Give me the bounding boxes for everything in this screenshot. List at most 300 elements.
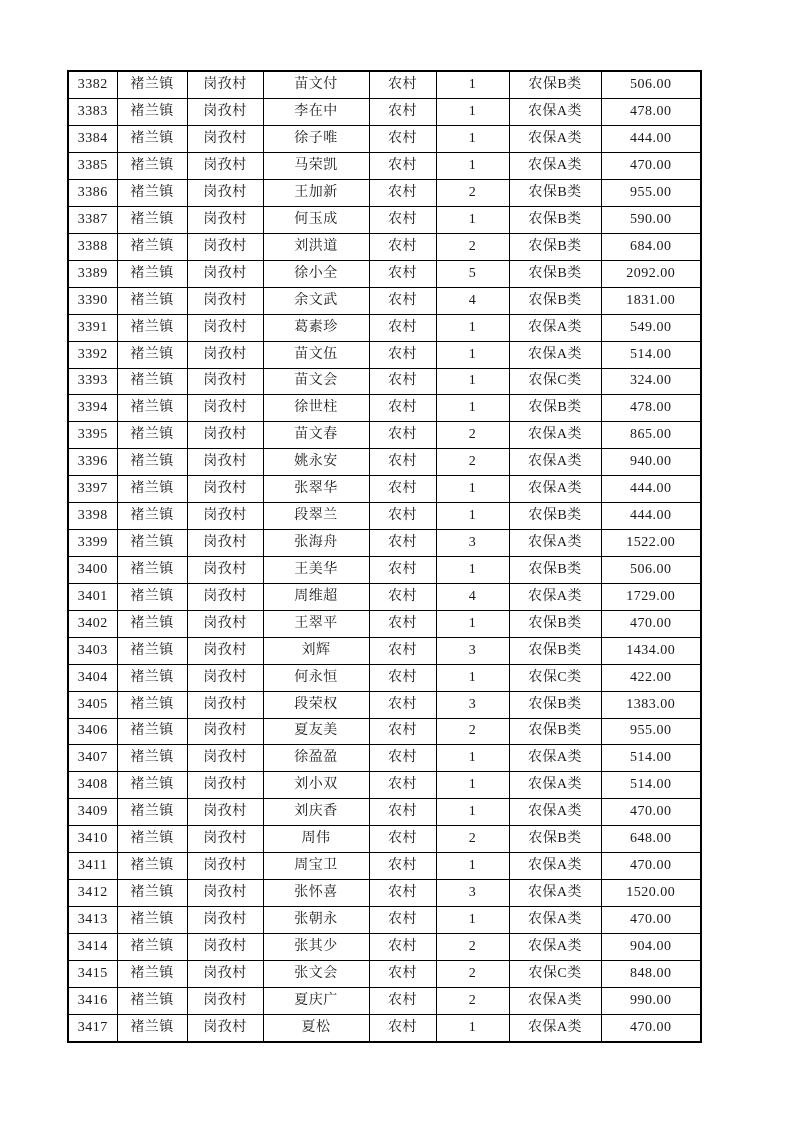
cell-person-name: 徐世柱 [263, 395, 369, 422]
cell-insurance-type: 农保A类 [509, 933, 601, 960]
cell-insurance-type: 农保B类 [509, 260, 601, 287]
cell-person-name: 夏友美 [263, 718, 369, 745]
cell-serial-number: 3408 [68, 772, 117, 799]
cell-person-count: 2 [436, 233, 509, 260]
cell-person-name: 徐子唯 [263, 126, 369, 153]
cell-amount: 865.00 [601, 422, 701, 449]
cell-village: 岗孜村 [187, 287, 263, 314]
cell-person-name: 何永恒 [263, 664, 369, 691]
cell-amount: 955.00 [601, 718, 701, 745]
table-row [68, 260, 701, 287]
cell-person-count: 1 [436, 556, 509, 583]
table-row [68, 71, 701, 99]
cell-town: 褚兰镇 [117, 503, 187, 530]
cell-village: 岗孜村 [187, 126, 263, 153]
cell-village: 岗孜村 [187, 826, 263, 853]
table-row [68, 530, 701, 557]
cell-person-count: 1 [436, 503, 509, 530]
cell-amount: 648.00 [601, 826, 701, 853]
cell-amount: 1522.00 [601, 530, 701, 557]
cell-town: 褚兰镇 [117, 556, 187, 583]
cell-amount: 1729.00 [601, 583, 701, 610]
table-row [68, 556, 701, 583]
cell-village: 岗孜村 [187, 664, 263, 691]
cell-village: 岗孜村 [187, 99, 263, 126]
table-row [68, 341, 701, 368]
cell-person-count: 1 [436, 126, 509, 153]
cell-serial-number: 3398 [68, 503, 117, 530]
cell-insurance-type: 农保B类 [509, 637, 601, 664]
cell-town: 褚兰镇 [117, 933, 187, 960]
cell-village: 岗孜村 [187, 233, 263, 260]
cell-category: 农村 [369, 853, 436, 880]
cell-village: 岗孜村 [187, 395, 263, 422]
cell-category: 农村 [369, 71, 436, 99]
cell-village: 岗孜村 [187, 880, 263, 907]
cell-village: 岗孜村 [187, 637, 263, 664]
cell-person-name: 葛素珍 [263, 314, 369, 341]
cell-town: 褚兰镇 [117, 772, 187, 799]
table-row [68, 233, 701, 260]
cell-amount: 514.00 [601, 745, 701, 772]
cell-insurance-type: 农保B类 [509, 233, 601, 260]
cell-amount: 990.00 [601, 987, 701, 1014]
cell-insurance-type: 农保B类 [509, 610, 601, 637]
cell-amount: 955.00 [601, 180, 701, 207]
cell-person-name: 张怀喜 [263, 880, 369, 907]
cell-town: 褚兰镇 [117, 71, 187, 99]
cell-category: 农村 [369, 180, 436, 207]
cell-insurance-type: 农保B类 [509, 180, 601, 207]
table-row [68, 799, 701, 826]
table-row [68, 422, 701, 449]
cell-village: 岗孜村 [187, 476, 263, 503]
cell-insurance-type: 农保B类 [509, 287, 601, 314]
table-row [68, 637, 701, 664]
cell-town: 褚兰镇 [117, 664, 187, 691]
cell-village: 岗孜村 [187, 960, 263, 987]
cell-person-count: 2 [436, 960, 509, 987]
cell-category: 农村 [369, 799, 436, 826]
cell-village: 岗孜村 [187, 799, 263, 826]
cell-person-name: 余文武 [263, 287, 369, 314]
cell-insurance-type: 农保C类 [509, 664, 601, 691]
cell-person-name: 苗文付 [263, 71, 369, 99]
cell-person-name: 周伟 [263, 826, 369, 853]
cell-amount: 324.00 [601, 368, 701, 395]
cell-serial-number: 3388 [68, 233, 117, 260]
cell-village: 岗孜村 [187, 933, 263, 960]
cell-person-count: 1 [436, 395, 509, 422]
cell-town: 褚兰镇 [117, 233, 187, 260]
cell-amount: 684.00 [601, 233, 701, 260]
table-row [68, 718, 701, 745]
cell-person-count: 4 [436, 287, 509, 314]
cell-town: 褚兰镇 [117, 449, 187, 476]
cell-town: 褚兰镇 [117, 880, 187, 907]
cell-person-count: 1 [436, 610, 509, 637]
cell-person-name: 张朝永 [263, 906, 369, 933]
cell-category: 农村 [369, 395, 436, 422]
cell-amount: 470.00 [601, 610, 701, 637]
cell-insurance-type: 农保A类 [509, 853, 601, 880]
cell-person-count: 1 [436, 853, 509, 880]
cell-category: 农村 [369, 933, 436, 960]
cell-town: 褚兰镇 [117, 799, 187, 826]
cell-person-name: 夏庆广 [263, 987, 369, 1014]
table-row [68, 826, 701, 853]
cell-person-name: 徐小全 [263, 260, 369, 287]
cell-town: 褚兰镇 [117, 987, 187, 1014]
cell-insurance-type: 农保A类 [509, 880, 601, 907]
cell-town: 褚兰镇 [117, 583, 187, 610]
cell-serial-number: 3409 [68, 799, 117, 826]
cell-serial-number: 3413 [68, 906, 117, 933]
cell-amount: 470.00 [601, 906, 701, 933]
cell-category: 农村 [369, 449, 436, 476]
cell-amount: 940.00 [601, 449, 701, 476]
cell-person-count: 2 [436, 826, 509, 853]
cell-person-count: 1 [436, 368, 509, 395]
cell-person-count: 3 [436, 880, 509, 907]
cell-serial-number: 3384 [68, 126, 117, 153]
cell-person-count: 3 [436, 637, 509, 664]
cell-town: 褚兰镇 [117, 853, 187, 880]
cell-person-name: 姚永安 [263, 449, 369, 476]
cell-person-count: 1 [436, 153, 509, 180]
cell-serial-number: 3417 [68, 1014, 117, 1042]
cell-town: 褚兰镇 [117, 260, 187, 287]
cell-category: 农村 [369, 960, 436, 987]
table-row [68, 745, 701, 772]
cell-person-count: 2 [436, 422, 509, 449]
cell-category: 农村 [369, 637, 436, 664]
cell-insurance-type: 农保A类 [509, 1014, 601, 1042]
cell-village: 岗孜村 [187, 449, 263, 476]
cell-serial-number: 3415 [68, 960, 117, 987]
cell-village: 岗孜村 [187, 503, 263, 530]
table-row [68, 368, 701, 395]
cell-insurance-type: 农保A类 [509, 314, 601, 341]
cell-amount: 444.00 [601, 126, 701, 153]
table-row [68, 99, 701, 126]
table-row [68, 933, 701, 960]
cell-insurance-type: 农保A类 [509, 906, 601, 933]
cell-amount: 514.00 [601, 341, 701, 368]
cell-person-count: 2 [436, 718, 509, 745]
cell-person-count: 1 [436, 71, 509, 99]
cell-amount: 478.00 [601, 395, 701, 422]
cell-serial-number: 3389 [68, 260, 117, 287]
cell-person-name: 周维超 [263, 583, 369, 610]
cell-insurance-type: 农保A类 [509, 745, 601, 772]
table-row [68, 960, 701, 987]
cell-serial-number: 3392 [68, 341, 117, 368]
cell-category: 农村 [369, 207, 436, 234]
cell-amount: 470.00 [601, 853, 701, 880]
cell-amount: 1383.00 [601, 691, 701, 718]
cell-town: 褚兰镇 [117, 960, 187, 987]
cell-person-count: 2 [436, 180, 509, 207]
cell-insurance-type: 农保B类 [509, 207, 601, 234]
cell-village: 岗孜村 [187, 691, 263, 718]
cell-person-count: 1 [436, 476, 509, 503]
cell-insurance-type: 农保A类 [509, 126, 601, 153]
cell-town: 褚兰镇 [117, 718, 187, 745]
cell-category: 农村 [369, 718, 436, 745]
cell-serial-number: 3407 [68, 745, 117, 772]
cell-person-count: 1 [436, 745, 509, 772]
cell-insurance-type: 农保B类 [509, 395, 601, 422]
cell-town: 褚兰镇 [117, 341, 187, 368]
cell-serial-number: 3411 [68, 853, 117, 880]
cell-village: 岗孜村 [187, 583, 263, 610]
table-row [68, 153, 701, 180]
cell-serial-number: 3396 [68, 449, 117, 476]
cell-insurance-type: 农保C类 [509, 368, 601, 395]
cell-person-count: 1 [436, 906, 509, 933]
cell-serial-number: 3394 [68, 395, 117, 422]
cell-serial-number: 3399 [68, 530, 117, 557]
table-body [68, 71, 701, 1042]
cell-village: 岗孜村 [187, 610, 263, 637]
table-row [68, 610, 701, 637]
table-row [68, 1014, 701, 1042]
cell-person-count: 4 [436, 583, 509, 610]
cell-village: 岗孜村 [187, 853, 263, 880]
cell-category: 农村 [369, 906, 436, 933]
cell-insurance-type: 农保A类 [509, 449, 601, 476]
cell-village: 岗孜村 [187, 341, 263, 368]
cell-category: 农村 [369, 126, 436, 153]
cell-category: 农村 [369, 314, 436, 341]
cell-insurance-type: 农保A类 [509, 583, 601, 610]
cell-town: 褚兰镇 [117, 637, 187, 664]
cell-person-name: 刘辉 [263, 637, 369, 664]
cell-person-name: 何玉成 [263, 207, 369, 234]
cell-serial-number: 3391 [68, 314, 117, 341]
cell-village: 岗孜村 [187, 260, 263, 287]
cell-person-name: 周宝卫 [263, 853, 369, 880]
cell-person-name: 李在中 [263, 99, 369, 126]
cell-person-name: 段荣权 [263, 691, 369, 718]
cell-serial-number: 3414 [68, 933, 117, 960]
cell-village: 岗孜村 [187, 71, 263, 99]
cell-town: 褚兰镇 [117, 422, 187, 449]
cell-town: 褚兰镇 [117, 287, 187, 314]
cell-village: 岗孜村 [187, 207, 263, 234]
cell-village: 岗孜村 [187, 556, 263, 583]
cell-insurance-type: 农保B类 [509, 718, 601, 745]
cell-amount: 1520.00 [601, 880, 701, 907]
cell-serial-number: 3404 [68, 664, 117, 691]
cell-category: 农村 [369, 987, 436, 1014]
table-row [68, 287, 701, 314]
cell-town: 褚兰镇 [117, 530, 187, 557]
cell-category: 农村 [369, 153, 436, 180]
cell-person-count: 1 [436, 341, 509, 368]
cell-village: 岗孜村 [187, 422, 263, 449]
cell-category: 农村 [369, 826, 436, 853]
cell-category: 农村 [369, 610, 436, 637]
cell-town: 褚兰镇 [117, 395, 187, 422]
cell-insurance-type: 农保C类 [509, 960, 601, 987]
cell-amount: 904.00 [601, 933, 701, 960]
cell-town: 褚兰镇 [117, 691, 187, 718]
cell-insurance-type: 农保B类 [509, 503, 601, 530]
cell-person-name: 张文会 [263, 960, 369, 987]
table-row [68, 664, 701, 691]
cell-town: 褚兰镇 [117, 180, 187, 207]
cell-category: 农村 [369, 503, 436, 530]
cell-person-count: 1 [436, 799, 509, 826]
cell-town: 褚兰镇 [117, 745, 187, 772]
cell-serial-number: 3406 [68, 718, 117, 745]
cell-category: 农村 [369, 745, 436, 772]
cell-person-name: 夏松 [263, 1014, 369, 1042]
cell-amount: 549.00 [601, 314, 701, 341]
table-row [68, 476, 701, 503]
cell-category: 农村 [369, 368, 436, 395]
cell-village: 岗孜村 [187, 1014, 263, 1042]
cell-village: 岗孜村 [187, 314, 263, 341]
cell-person-name: 张海舟 [263, 530, 369, 557]
cell-town: 褚兰镇 [117, 153, 187, 180]
cell-amount: 470.00 [601, 153, 701, 180]
cell-village: 岗孜村 [187, 180, 263, 207]
cell-serial-number: 3386 [68, 180, 117, 207]
cell-person-name: 苗文会 [263, 368, 369, 395]
cell-serial-number: 3382 [68, 71, 117, 99]
cell-village: 岗孜村 [187, 153, 263, 180]
cell-insurance-type: 农保A类 [509, 772, 601, 799]
cell-amount: 470.00 [601, 799, 701, 826]
cell-serial-number: 3401 [68, 583, 117, 610]
table-row [68, 906, 701, 933]
cell-village: 岗孜村 [187, 745, 263, 772]
cell-person-name: 王加新 [263, 180, 369, 207]
cell-insurance-type: 农保A类 [509, 476, 601, 503]
cell-serial-number: 3403 [68, 637, 117, 664]
cell-amount: 478.00 [601, 99, 701, 126]
cell-serial-number: 3410 [68, 826, 117, 853]
cell-amount: 514.00 [601, 772, 701, 799]
table-row [68, 395, 701, 422]
cell-town: 褚兰镇 [117, 126, 187, 153]
cell-amount: 2092.00 [601, 260, 701, 287]
cell-person-count: 1 [436, 207, 509, 234]
cell-person-name: 张翠华 [263, 476, 369, 503]
cell-village: 岗孜村 [187, 906, 263, 933]
cell-amount: 506.00 [601, 556, 701, 583]
cell-category: 农村 [369, 99, 436, 126]
cell-category: 农村 [369, 422, 436, 449]
cell-person-count: 2 [436, 987, 509, 1014]
table-row [68, 126, 701, 153]
cell-town: 褚兰镇 [117, 1014, 187, 1042]
cell-serial-number: 3416 [68, 987, 117, 1014]
cell-serial-number: 3402 [68, 610, 117, 637]
cell-person-name: 王翠平 [263, 610, 369, 637]
table-row [68, 583, 701, 610]
cell-person-count: 1 [436, 664, 509, 691]
table-row [68, 207, 701, 234]
cell-category: 农村 [369, 664, 436, 691]
cell-amount: 444.00 [601, 476, 701, 503]
cell-amount: 590.00 [601, 207, 701, 234]
cell-insurance-type: 农保A类 [509, 799, 601, 826]
cell-insurance-type: 农保A类 [509, 987, 601, 1014]
cell-insurance-type: 农保B类 [509, 556, 601, 583]
cell-serial-number: 3400 [68, 556, 117, 583]
table-row [68, 880, 701, 907]
cell-amount: 444.00 [601, 503, 701, 530]
cell-category: 农村 [369, 530, 436, 557]
cell-person-name: 徐盈盈 [263, 745, 369, 772]
cell-person-name: 苗文春 [263, 422, 369, 449]
table-row [68, 772, 701, 799]
cell-amount: 1434.00 [601, 637, 701, 664]
cell-insurance-type: 农保B类 [509, 691, 601, 718]
cell-insurance-type: 农保A类 [509, 341, 601, 368]
cell-town: 褚兰镇 [117, 207, 187, 234]
subsidy-roster-table [67, 70, 702, 1043]
cell-category: 农村 [369, 691, 436, 718]
cell-serial-number: 3395 [68, 422, 117, 449]
cell-village: 岗孜村 [187, 772, 263, 799]
cell-category: 农村 [369, 341, 436, 368]
cell-serial-number: 3397 [68, 476, 117, 503]
table-row [68, 691, 701, 718]
cell-amount: 470.00 [601, 1014, 701, 1042]
cell-serial-number: 3385 [68, 153, 117, 180]
cell-insurance-type: 农保A类 [509, 530, 601, 557]
cell-insurance-type: 农保A类 [509, 99, 601, 126]
cell-category: 农村 [369, 583, 436, 610]
cell-category: 农村 [369, 476, 436, 503]
cell-town: 褚兰镇 [117, 99, 187, 126]
cell-insurance-type: 农保A类 [509, 153, 601, 180]
cell-village: 岗孜村 [187, 718, 263, 745]
cell-insurance-type: 农保B类 [509, 71, 601, 99]
cell-person-name: 刘庆香 [263, 799, 369, 826]
cell-serial-number: 3383 [68, 99, 117, 126]
cell-village: 岗孜村 [187, 987, 263, 1014]
table-row [68, 987, 701, 1014]
table-row [68, 314, 701, 341]
table-row [68, 503, 701, 530]
cell-person-name: 苗文伍 [263, 341, 369, 368]
cell-category: 农村 [369, 1014, 436, 1042]
cell-category: 农村 [369, 556, 436, 583]
cell-person-count: 2 [436, 449, 509, 476]
cell-person-count: 1 [436, 314, 509, 341]
cell-person-count: 1 [436, 1014, 509, 1042]
cell-serial-number: 3412 [68, 880, 117, 907]
cell-category: 农村 [369, 233, 436, 260]
cell-person-name: 王美华 [263, 556, 369, 583]
table-row [68, 180, 701, 207]
cell-serial-number: 3405 [68, 691, 117, 718]
cell-category: 农村 [369, 287, 436, 314]
cell-category: 农村 [369, 880, 436, 907]
cell-category: 农村 [369, 772, 436, 799]
cell-amount: 848.00 [601, 960, 701, 987]
cell-town: 褚兰镇 [117, 826, 187, 853]
cell-serial-number: 3387 [68, 207, 117, 234]
cell-town: 褚兰镇 [117, 906, 187, 933]
cell-insurance-type: 农保B类 [509, 826, 601, 853]
